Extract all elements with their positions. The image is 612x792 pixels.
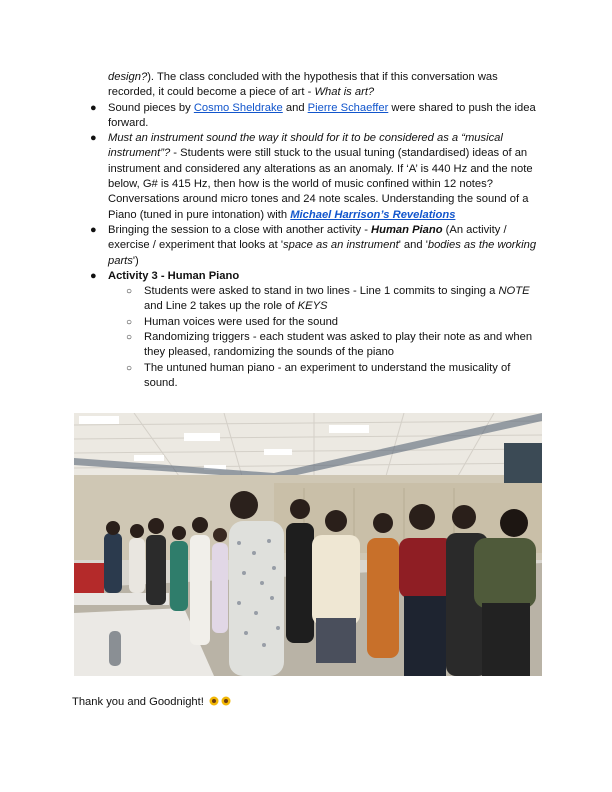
sub-item1-keys: KEYS — [297, 300, 328, 313]
link-pierre-schaeffer[interactable]: Pierre Schaeffer — [307, 101, 389, 114]
intro-italic-what-is-art: What is art? — [314, 86, 375, 99]
activity-photo — [74, 413, 542, 676]
sub-item4-text: The untuned human piano - an experiment to understand the musicality of sound. — [144, 361, 511, 389]
sound-pieces-prefix: Sound pieces by — [108, 101, 194, 114]
hollow-bullet-icon: ○ — [126, 286, 133, 298]
closing-italic-bodies: bodies as the working parts — [108, 239, 537, 267]
instrument-question: Must an instrument sound the way it should for it to be considered as a “musical instrument”? — [108, 132, 503, 160]
bullet-list — [72, 101, 542, 392]
sunflower-icon — [209, 696, 219, 706]
bullet-icon: ● — [90, 132, 97, 145]
sub-list-item — [72, 361, 542, 392]
list-item-sound-pieces — [72, 101, 542, 132]
bullet-icon: ● — [90, 101, 97, 114]
hollow-bullet-icon: ○ — [126, 316, 133, 328]
bullet-icon: ● — [90, 223, 97, 236]
list-item-instrument — [72, 131, 542, 223]
document-body — [72, 70, 542, 391]
hollow-bullet-icon: ○ — [126, 332, 133, 344]
sunflower-icon — [221, 696, 231, 706]
instrument-body: - Students were still stuck to the usual tuning (standardised) ideas of an instrument and considered any alterations as an anomaly. If ‘A’ is 440 Hz and the note below, G# is 415 Hz, then how is the world of music confined within 12 notes? Conversations around micro tones and 24 note scales. Understanding the sound of a Piano (tuned in pure intonation) with — [108, 147, 533, 221]
hollow-bullet-icon: ○ — [126, 362, 133, 374]
intro-italic-design: design? — [108, 71, 148, 83]
bullet-icon: ● — [90, 269, 97, 282]
link-cosmo-sheldrake[interactable]: Cosmo Sheldrake — [193, 101, 283, 114]
sound-pieces-middle: and — [282, 101, 308, 114]
footer-line — [72, 695, 231, 710]
closing-mid2: ' and ' — [398, 239, 428, 252]
list-item-activity-3 — [72, 269, 542, 391]
sound-pieces-suffix: were shared to push the idea forward. — [108, 101, 536, 129]
sub-list-item — [72, 315, 542, 330]
sub-item1-text-b: and Line 2 takes up the role of — [144, 300, 298, 313]
sub-list-item — [72, 284, 542, 315]
intro-text: ). The class concluded with the hypothesis that if this conversation was recorded, it could become a piece of art - — [108, 71, 498, 99]
link-michael-harrison-revelations[interactable]: Michael Harrison’s Revelations — [290, 208, 456, 221]
closing-human-piano: Human Piano — [371, 223, 443, 236]
sub-item3-text: Randomizing triggers - each student was asked to play their note as and when they pleased, randomizing the sounds of the piano — [144, 331, 533, 359]
sub-item1-note: NOTE — [498, 285, 530, 298]
closing-prefix: Bringing the session to a close with another activity - — [108, 223, 372, 236]
sub-bullet-list — [108, 284, 542, 391]
list-item-closing — [72, 223, 542, 269]
closing-italic-space: space as an instrument — [283, 239, 399, 252]
intro-paragraph — [108, 70, 542, 101]
closing-mid1: (An activity / exercise / experiment that looks at ' — [108, 223, 507, 252]
sub-item2-text: Human voices were used for the sound — [144, 315, 339, 328]
activity-3-title: Activity 3 - Human Piano — [108, 269, 240, 282]
sub-item1-text-a: Students were asked to stand in two lines - Line 1 commits to singing a — [144, 285, 499, 298]
footer-text: Thank you and Goodnight! — [72, 696, 204, 708]
closing-suffix: ') — [132, 254, 139, 267]
sub-list-item — [72, 330, 542, 361]
